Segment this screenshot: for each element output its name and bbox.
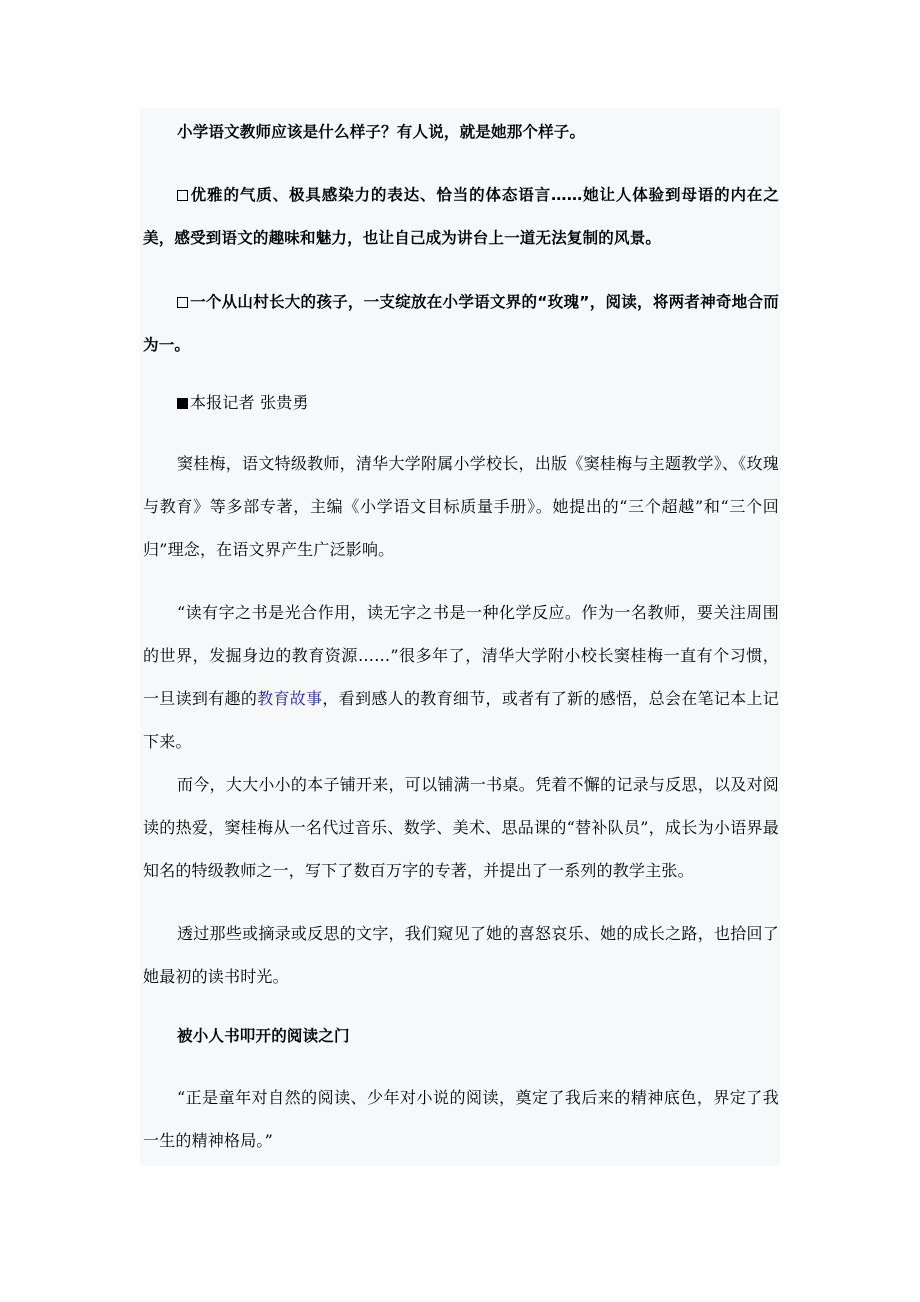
closing-quote-text: “正是童年对自然的阅读、少年对小说的阅读，奠定了我后来的精神底色，界定了我一生的精神格局。” [143,1088,779,1150]
quote-text-after-link: ，看到感人的教育细节，或者有了新的感悟，总会在笔记本上记下来。 [143,689,779,751]
closing-quote-paragraph [143,1076,779,1162]
through-paragraph [143,912,779,998]
bio-paragraph [143,442,779,571]
through-text: 透过那些或摘录或反思的文字，我们窥见了她的喜怒哀乐、她的成长之路，也拾回了她最初的读书时光。 [143,924,779,986]
square-bullet-icon [177,190,188,201]
highlight-paragraph-1 [143,174,779,260]
highlight-2-text: 一个从山村长大的孩子，一支绽放在小学语文界的“玫瑰”，阅读，将两者神奇地合而为一。 [143,293,779,354]
highlight-1-text: 优雅的气质、极具感染力的表达、恰当的体态语言……她让人体验到母语的内在之美，感受到语文的趣味和魅力，也让自己成为讲台上一道无法复制的风景。 [143,186,779,247]
reporter-line [143,381,779,424]
filled-square-bullet-icon [177,398,188,409]
highlight-paragraph-2 [143,281,779,367]
bio-text: 窦桂梅，语文特级教师，清华大学附属小学校长，出版《窦桂梅与主题教学》、《玫瑰与教育》等多部专著，主编《小学语文目标质量手册》。她提出的“三个超越”和“三个回归”理念，在语文界产生广泛影响。 [143,454,779,559]
square-bullet-icon [177,297,188,308]
section-heading [143,1015,779,1058]
reporter-name: 本报记者 张贵勇 [190,393,309,412]
intro-paragraph [143,111,779,154]
now-text: 而今，大大小小的本子铺开来，可以铺满一书桌。凭着不懈的记录与反思，以及对阅读的热爱，窦桂梅从一名代过音乐、数学、美术、思品课的“替补队员”，成长为小语界最知名的特级教师之一，写下了数百万字的专著，并提出了一系列的教学主张。 [143,775,779,880]
quote-text-before-link: “读有字之书是光合作用，读无字之书是一种化学反应。作为一名教师，要关注周围的世界，发掘身边的教育资源……”很多年了，清华大学附小校长窦桂梅一直有个习惯，一旦读到有趣的 [143,603,779,708]
quote-paragraph [143,591,779,763]
now-paragraph [143,763,779,892]
intro-text: 小学语文教师应该是什么样子？有人说，就是她那个样子。 [177,123,586,141]
education-story-link[interactable]: 教育故事 [257,689,323,708]
section-heading-text: 被小人书叩开的阅读之门 [177,1027,350,1045]
